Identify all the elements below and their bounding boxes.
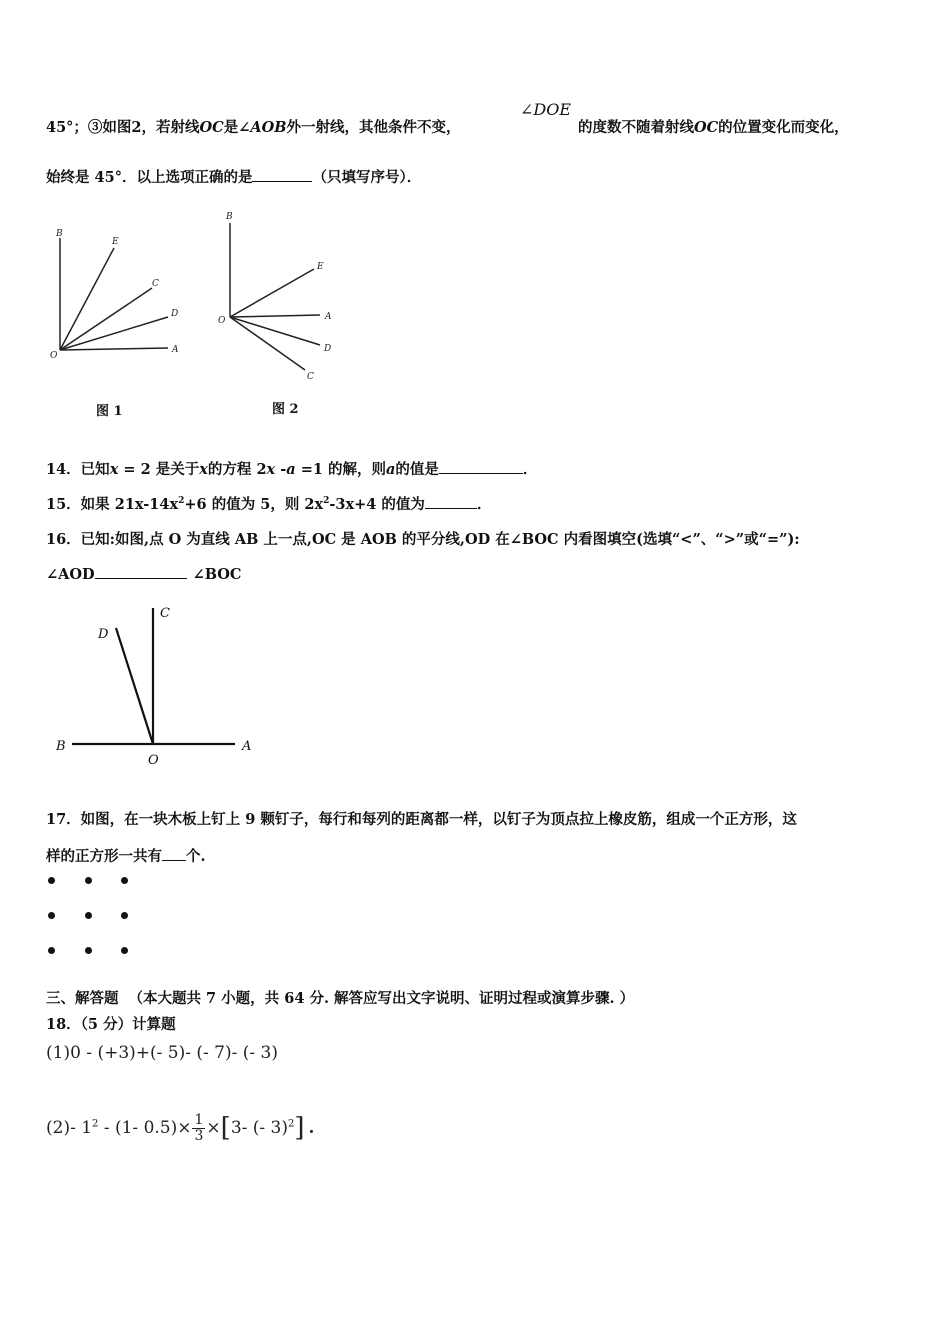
fig1-label-o: O: [50, 351, 58, 361]
q18-expression-2: (2)- $1^2 - (1-$ 0.5)× $\frac{1}{3}$ ×[3- (- 3)$^2$] .: [46, 1112, 315, 1144]
left-bracket: [: [220, 1113, 231, 1143]
figure-q16: [50, 600, 270, 775]
nail-dot: [121, 877, 128, 884]
ray-oa: [230, 315, 320, 317]
right-bracket: ]: [294, 1113, 305, 1143]
ray-od: [230, 317, 320, 345]
q18-expression-1: (1)0 - (+3)+(- 5)- (- 7)- (- 3): [46, 1043, 278, 1063]
ray-oc: [230, 317, 305, 370]
nail-dot: [48, 877, 55, 884]
answer-blank: [252, 167, 312, 182]
ray-oa: [60, 348, 168, 350]
ray-oc: [60, 288, 152, 350]
q16-label-b: B: [56, 739, 66, 754]
nail-dot: [85, 877, 92, 884]
fig1-label-d: D: [171, 309, 179, 319]
q13-line1-right: 的度数不随着射线OC的位置变化而变化，: [578, 119, 849, 136]
nail-dot: [121, 947, 128, 954]
question-15: 15．如果 $21x-14x^2+6$ 的值为 5，则 $2x^2-3x+4$ 的值为 ．: [46, 496, 492, 513]
question-17-line2: 样的正方形一共有 个.: [46, 848, 206, 865]
q16-label-o: O: [148, 753, 159, 768]
fig1-label-e: E: [112, 237, 119, 247]
fig2-label-b: B: [226, 212, 233, 222]
angle-doe-expression: ∠DOE: [520, 100, 572, 119]
question-14: 14．已知x = 2 是关于x的方程 2x -a =1 的解，则a的值是 ．: [46, 461, 538, 478]
q16-label-a: A: [242, 739, 252, 754]
fig2-label-e: E: [317, 262, 324, 272]
fig1-label-a: A: [172, 345, 179, 355]
answer-blank: [162, 846, 186, 861]
q13-line1: 45°；③如图2，若射线OC是∠AOB外一射线，其他条件不变，: [46, 119, 461, 136]
ray-od: [116, 628, 153, 744]
fig1-caption: 图 1: [96, 404, 123, 419]
fig2-label-a: A: [325, 312, 332, 322]
fraction-one-third: $\frac{1}{3}$: [194, 1112, 204, 1144]
fig1-label-b: B: [56, 229, 63, 239]
fig2-label-d: D: [324, 344, 332, 354]
fig1-label-c: C: [152, 279, 159, 289]
nail-dot: [48, 912, 55, 919]
question-17-line1: 17．如图，在一块木板上钉上 9 颗钉子，每行和每列的距离都一样，以钉子为顶点拉上橡皮筋，组成一个正方形，这: [46, 811, 797, 828]
answer-blank: [95, 564, 187, 579]
fig2-label-o: O: [218, 316, 226, 326]
question-16: 16．已知:如图,点 O 为直线 AB 上一点,OC 是 AOB 的平分线,OD 在∠BOC 内看图填空(选填“<”、“>”或“=”):: [46, 531, 800, 548]
q16-label-c: C: [160, 606, 170, 621]
ray-od: [60, 317, 168, 350]
figure-1: [40, 220, 200, 380]
fig2-caption: 图 2: [272, 402, 299, 417]
nail-dot: [85, 947, 92, 954]
answer-blank: [439, 459, 523, 474]
ray-oe: [60, 248, 114, 350]
question-18-title: 18．（5 分）计算题: [46, 1016, 176, 1033]
q13-line2: 始终是 45°．以上选项正确的是 （只填写序号）．: [46, 169, 422, 186]
nail-dot: [48, 947, 55, 954]
nail-dot: [121, 912, 128, 919]
q16-compare: ∠AOD ∠BOC: [46, 566, 242, 583]
fig2-label-c: C: [307, 372, 314, 382]
answer-blank: [425, 494, 477, 509]
figure-2: [210, 205, 350, 385]
ray-oe: [230, 269, 314, 317]
section-3-heading: 三、解答题 （本大题共 7 小题，共 64 分. 解答应写出文字说明、证明过程或演算步骤. ）: [46, 990, 635, 1007]
nail-dot: [85, 912, 92, 919]
q16-label-d: D: [98, 627, 109, 642]
